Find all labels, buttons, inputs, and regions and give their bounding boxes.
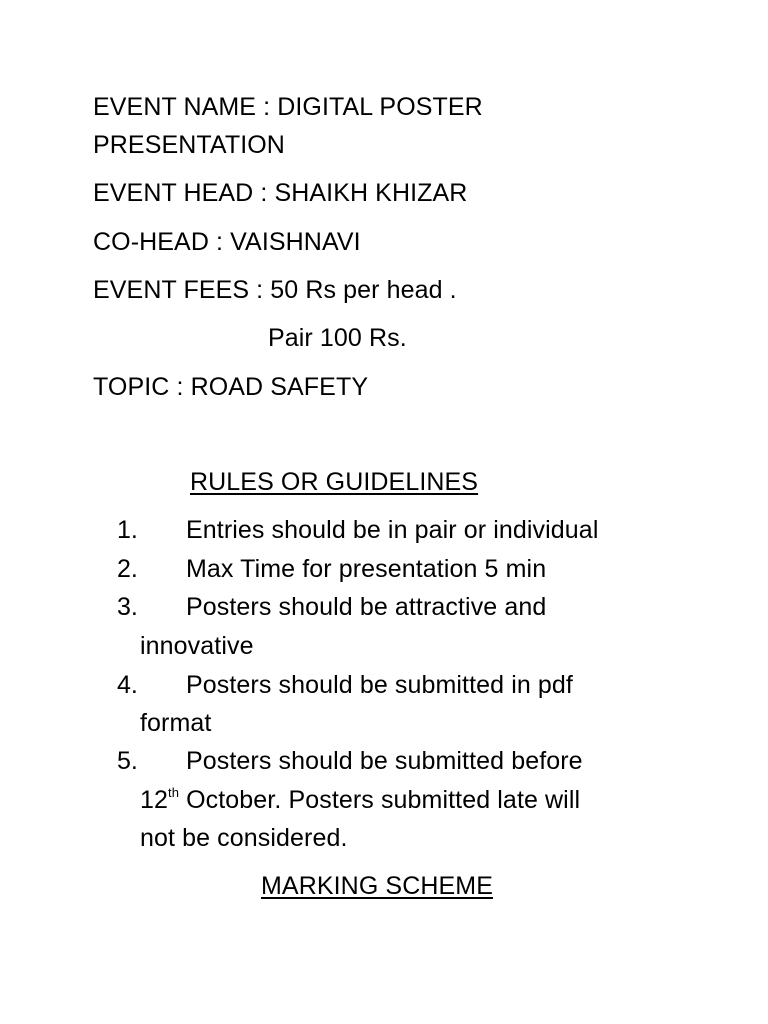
- event-fees-pair: Pair 100 Rs.: [268, 324, 407, 352]
- date-day: 12: [140, 786, 169, 814]
- rule-text-continued: not be considered.: [140, 824, 348, 852]
- date-ordinal-suffix: th: [168, 784, 180, 800]
- rule-text: Max Time for presentation 5 min: [186, 555, 547, 583]
- rules-heading: RULES OR GUIDELINES: [190, 468, 479, 496]
- rule-number: 2.: [117, 555, 138, 583]
- event-name-line2: PRESENTATION: [93, 131, 285, 159]
- event-head: EVENT HEAD : SHAIKH KHIZAR: [93, 179, 468, 207]
- co-head: CO-HEAD : VAISHNAVI: [93, 228, 361, 256]
- marking-scheme-heading: MARKING SCHEME: [261, 872, 493, 900]
- rule-text: Posters should be submitted before: [186, 747, 583, 775]
- rule-text: Posters should be attractive and: [186, 593, 547, 621]
- rule-number: 3.: [117, 593, 138, 621]
- rule-text-continued: innovative: [140, 632, 254, 660]
- event-name-line1: EVENT NAME : DIGITAL POSTER: [93, 93, 483, 121]
- rule-number: 1.: [117, 516, 138, 544]
- event-fees: EVENT FEES : 50 Rs per head .: [93, 276, 457, 304]
- rule-text-continued: format: [140, 709, 212, 737]
- rule-text-continued: [140, 785, 580, 815]
- topic: TOPIC : ROAD SAFETY: [93, 373, 369, 401]
- rule-text: Posters should be submitted in pdf: [186, 671, 573, 699]
- rule-number: 4.: [117, 671, 138, 699]
- rule-number: 5.: [117, 747, 138, 775]
- rule-text: Entries should be in pair or individual: [186, 516, 599, 544]
- rule-text-rest: October. Posters submitted late will: [179, 786, 581, 814]
